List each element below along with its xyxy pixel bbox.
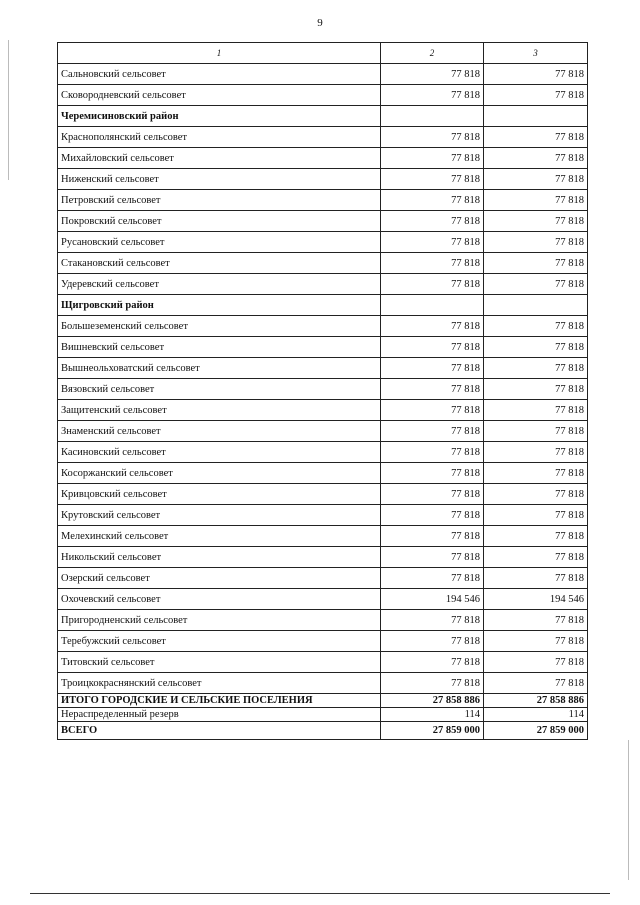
- column-1-header: 1: [58, 43, 381, 64]
- row-name-cell: Вышнеольховатский сельсовет: [58, 358, 381, 379]
- row-col3-value: 77 818: [484, 337, 588, 358]
- row-col2-value: 77 818: [381, 85, 484, 106]
- total-row: [58, 694, 588, 708]
- row-col3-value: 77 818: [484, 568, 588, 589]
- row-col3-value: 27 858 886: [484, 694, 588, 708]
- row-col3-value: 77 818: [484, 421, 588, 442]
- row-col2-value: 77 818: [381, 211, 484, 232]
- row-name-cell: Кривцовский сельсовет: [58, 484, 381, 505]
- row-name-cell: Крутовский сельсовет: [58, 505, 381, 526]
- row-col2-value: 77 818: [381, 568, 484, 589]
- table-row: [58, 463, 588, 484]
- row-name-cell: Вязовский сельсовет: [58, 379, 381, 400]
- table-row: [58, 127, 588, 148]
- row-col2-value: 77 818: [381, 127, 484, 148]
- row-name-cell: Черемисиновский район: [58, 106, 381, 127]
- row-col3-value: 77 818: [484, 127, 588, 148]
- row-col2-value: 77 818: [381, 631, 484, 652]
- row-col3-value: 77 818: [484, 253, 588, 274]
- row-col2-value: 27 858 886: [381, 694, 484, 708]
- row-col2-value: 77 818: [381, 379, 484, 400]
- row-col3-value: 77 818: [484, 505, 588, 526]
- table-row: [58, 85, 588, 106]
- row-col3-value: 77 818: [484, 64, 588, 85]
- table-row: [58, 211, 588, 232]
- row-col2-value: 77 818: [381, 190, 484, 211]
- table-row: [58, 148, 588, 169]
- table-row: [58, 337, 588, 358]
- row-col3-value: 77 818: [484, 148, 588, 169]
- row-name-cell: Мелехинский сельсовет: [58, 526, 381, 547]
- row-name-cell: Знаменский сельсовет: [58, 421, 381, 442]
- table-row: [58, 505, 588, 526]
- table-row: [58, 484, 588, 505]
- row-name-cell: Титовский сельсовет: [58, 652, 381, 673]
- row-name-cell: Охочевский сельсовет: [58, 589, 381, 610]
- table-row: [58, 64, 588, 85]
- table-row: [58, 316, 588, 337]
- row-col3-value: 77 818: [484, 463, 588, 484]
- row-name-cell: Покровский сельсовет: [58, 211, 381, 232]
- row-col2-value: 77 818: [381, 316, 484, 337]
- table-row: [58, 442, 588, 463]
- table-row: [58, 253, 588, 274]
- row-col2-value: 77 818: [381, 421, 484, 442]
- row-col3-value: 77 818: [484, 169, 588, 190]
- allocation-table: [57, 42, 588, 740]
- table-row: [58, 568, 588, 589]
- row-col3-value: [484, 295, 588, 316]
- row-name-cell: Защитенский сельсовет: [58, 400, 381, 421]
- row-col3-value: 27 859 000: [484, 722, 588, 740]
- row-col2-value: 77 818: [381, 547, 484, 568]
- row-col2-value: [381, 295, 484, 316]
- row-col2-value: [381, 106, 484, 127]
- row-col2-value: 77 818: [381, 400, 484, 421]
- row-col2-value: 27 859 000: [381, 722, 484, 740]
- row-col2-value: 114: [381, 708, 484, 722]
- row-col2-value: 77 818: [381, 442, 484, 463]
- table-row: [58, 589, 588, 610]
- row-col2-value: 77 818: [381, 484, 484, 505]
- row-col3-value: 77 818: [484, 316, 588, 337]
- table-row: [58, 358, 588, 379]
- row-name-cell: Краснополянский сельсовет: [58, 127, 381, 148]
- table-row: [58, 652, 588, 673]
- row-name-cell: Касиновский сельсовет: [58, 442, 381, 463]
- row-col2-value: 77 818: [381, 463, 484, 484]
- row-name-cell: ИТОГО ГОРОДСКИЕ И СЕЛЬСКИЕ ПОСЕЛЕНИЯ: [58, 694, 381, 708]
- row-col3-value: 77 818: [484, 190, 588, 211]
- row-name-cell: Сальновский сельсовет: [58, 64, 381, 85]
- row-col2-value: 77 818: [381, 652, 484, 673]
- row-col2-value: 77 818: [381, 505, 484, 526]
- row-col3-value: 77 818: [484, 631, 588, 652]
- row-col3-value: 77 818: [484, 610, 588, 631]
- row-name-cell: Стакановский сельсовет: [58, 253, 381, 274]
- row-name-cell: Озерский сельсовет: [58, 568, 381, 589]
- scan-margin-mark: [628, 740, 629, 880]
- row-name-cell: Вишневский сельсовет: [58, 337, 381, 358]
- row-col3-value: 77 818: [484, 442, 588, 463]
- row-col3-value: 77 818: [484, 484, 588, 505]
- reserve-row: [58, 708, 588, 722]
- row-col2-value: 77 818: [381, 673, 484, 694]
- table-row: [58, 190, 588, 211]
- table-row: [58, 379, 588, 400]
- table-row: [58, 526, 588, 547]
- bottom-page-edge: [30, 893, 610, 894]
- table-row: [58, 547, 588, 568]
- row-name-cell: Михайловский сельсовет: [58, 148, 381, 169]
- row-name-cell: Косоржанский сельсовет: [58, 463, 381, 484]
- table-header: [58, 43, 588, 64]
- row-col3-value: 77 818: [484, 211, 588, 232]
- row-col2-value: 77 818: [381, 169, 484, 190]
- table-row: [58, 631, 588, 652]
- row-name-cell: Сковородневский сельсовет: [58, 85, 381, 106]
- row-col3-value: 77 818: [484, 673, 588, 694]
- row-col3-value: 77 818: [484, 379, 588, 400]
- row-col3-value: 77 818: [484, 358, 588, 379]
- column-3-header: 3: [484, 43, 588, 64]
- row-name-cell: Удеревский сельсовет: [58, 274, 381, 295]
- row-col2-value: 77 818: [381, 358, 484, 379]
- row-col3-value: 77 818: [484, 526, 588, 547]
- row-col3-value: 77 818: [484, 652, 588, 673]
- row-col2-value: 77 818: [381, 232, 484, 253]
- table-body: [58, 64, 588, 740]
- row-col2-value: 77 818: [381, 610, 484, 631]
- row-col3-value: 77 818: [484, 547, 588, 568]
- row-col2-value: 77 818: [381, 337, 484, 358]
- district-row: [58, 295, 588, 316]
- row-name-cell: Пригородненский сельсовет: [58, 610, 381, 631]
- table-row: [58, 400, 588, 421]
- row-col3-value: 114: [484, 708, 588, 722]
- row-col2-value: 77 818: [381, 64, 484, 85]
- table-row: [58, 274, 588, 295]
- table-row: [58, 232, 588, 253]
- row-name-cell: Теребужский сельсовет: [58, 631, 381, 652]
- scan-margin-mark: [8, 40, 9, 180]
- row-name-cell: Ниженский сельсовет: [58, 169, 381, 190]
- page-number: 9: [317, 17, 323, 29]
- row-col3-value: 77 818: [484, 400, 588, 421]
- row-name-cell: Петровский сельсовет: [58, 190, 381, 211]
- table-row: [58, 169, 588, 190]
- row-col2-value: 77 818: [381, 274, 484, 295]
- district-row: [58, 106, 588, 127]
- table-row: [58, 673, 588, 694]
- row-name-cell: Большеземенский сельсовет: [58, 316, 381, 337]
- column-2-header: 2: [381, 43, 484, 64]
- row-col3-value: 77 818: [484, 274, 588, 295]
- row-col3-value: 194 546: [484, 589, 588, 610]
- row-col3-value: 77 818: [484, 232, 588, 253]
- row-name-cell: Русановский сельсовет: [58, 232, 381, 253]
- grand-row: [58, 722, 588, 740]
- row-col3-value: [484, 106, 588, 127]
- row-name-cell: Щигровский район: [58, 295, 381, 316]
- table-row: [58, 610, 588, 631]
- row-col2-value: 194 546: [381, 589, 484, 610]
- row-col2-value: 77 818: [381, 253, 484, 274]
- row-name-cell: ВСЕГО: [58, 722, 381, 740]
- row-name-cell: Троицкокраснянский сельсовет: [58, 673, 381, 694]
- table-row: [58, 421, 588, 442]
- row-name-cell: Никольский сельсовет: [58, 547, 381, 568]
- column-number-row: [58, 43, 588, 64]
- row-name-cell: Нераспределенный резерв: [58, 708, 381, 722]
- row-col2-value: 77 818: [381, 148, 484, 169]
- row-col2-value: 77 818: [381, 526, 484, 547]
- row-col3-value: 77 818: [484, 85, 588, 106]
